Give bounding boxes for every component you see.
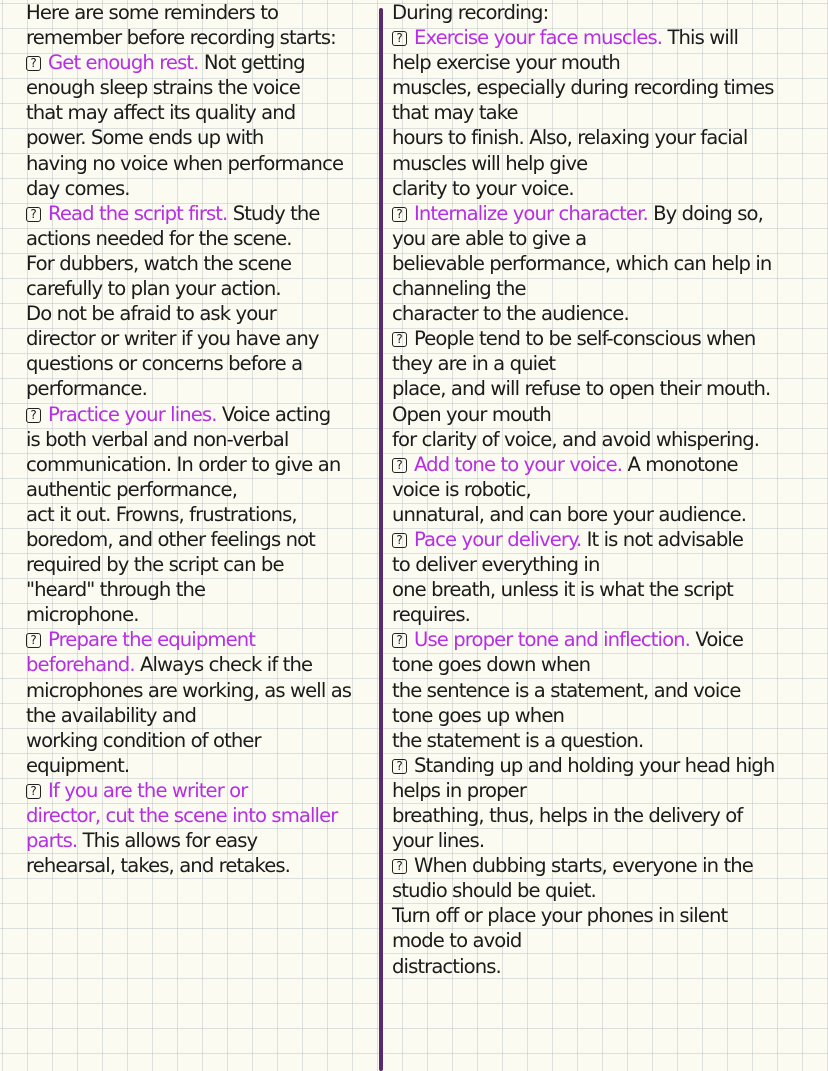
checkbox-icon <box>392 207 407 222</box>
tip-text-line: you are able to give a <box>392 226 587 250</box>
tip-text-line: breathing, thus, helps in the delivery of <box>392 804 743 827</box>
tip-first-line <box>392 627 822 652</box>
tip-text-line: mode to avoid <box>392 929 522 953</box>
tip-text-line: your lines. <box>392 829 485 853</box>
section-heading: During recording: <box>392 1 549 24</box>
tip-text-line: Turn off or place your phones in silent <box>392 904 728 928</box>
tip-text-line: equipment. <box>26 753 130 777</box>
tip-text: It is not advisable <box>581 527 744 551</box>
tip-text-line: to deliver everything in <box>392 553 600 577</box>
checkbox-icon <box>26 408 41 423</box>
tip-text-line: "heard" through the <box>26 578 206 602</box>
tip-text-line: place, and will refuse to open their mouth. <box>392 377 771 401</box>
tip-text-line: that may affect its quality and <box>26 101 296 125</box>
tip-title: Add tone to your voice. <box>414 452 623 476</box>
tip-text-line: believable performance, which can help in <box>392 251 772 275</box>
intro-line: Here are some reminders to <box>26 1 279 24</box>
checkbox-icon <box>392 31 407 46</box>
tip-first-line <box>26 50 372 75</box>
tip-text-line: microphone. <box>26 603 139 627</box>
tip-text-line: studio should be quiet. <box>392 879 596 903</box>
tip-text-line: help exercise your mouth <box>392 51 620 75</box>
tip-text-line: Open your mouth <box>392 402 551 426</box>
tip-first-line <box>26 201 372 226</box>
checkbox-icon <box>392 859 407 874</box>
checkbox-icon <box>392 759 407 774</box>
checkbox-icon <box>392 533 407 548</box>
tip-text: When dubbing starts, everyone in the <box>414 854 753 878</box>
tip-text: Study the <box>227 201 320 225</box>
tip-text-line: enough sleep strains the voice <box>26 76 300 100</box>
tip-text-line: boredom, and other feelings not <box>26 527 315 551</box>
tip-text-line: act it out. Frowns, frustrations, <box>26 502 297 526</box>
right-column <box>392 0 822 979</box>
tip-text-line: tone goes up when <box>392 703 564 727</box>
tip-text-line: having no voice when performance <box>26 151 344 175</box>
intro-line: remember before recording starts: <box>26 26 336 50</box>
tip-first-line <box>392 452 822 477</box>
tip-title: Practice your lines. <box>48 402 217 426</box>
tip-first-line <box>392 326 822 351</box>
tip-text-line: actions needed for the scene. <box>26 226 292 250</box>
tip-text-line: helps in proper <box>392 778 526 802</box>
tip-first-line <box>26 402 372 427</box>
tip-text-line: is both verbal and non-verbal <box>26 427 289 451</box>
tip-text: By doing so, <box>647 201 763 225</box>
tip-text-line: power. Some ends up with <box>26 126 264 150</box>
tip-text-line: the sentence is a statement, and voice <box>392 678 741 702</box>
tip-text-line: authentic performance, <box>26 477 238 501</box>
tip-text: This allows for easy <box>77 829 258 853</box>
tip-text-line: muscles will help give <box>392 151 588 175</box>
tip-text-line: rehearsal, takes, and retakes. <box>26 854 290 878</box>
tip-text-line: hours to finish. Also, relaxing your facial <box>392 126 748 150</box>
tip-text-line: working condition of other <box>26 728 261 752</box>
tip-text-line: character to the audience. <box>392 302 629 326</box>
tip-text-line: voice is robotic, <box>392 477 531 501</box>
tip-text: Voice <box>690 628 743 652</box>
tip-text-line: day comes. <box>26 176 130 200</box>
tip-text-line: requires. <box>392 603 470 627</box>
tip-text: Always check if the <box>134 653 313 677</box>
tip-first-line <box>392 25 822 50</box>
tip-first-line <box>26 627 372 652</box>
tip-first-line <box>392 201 822 226</box>
tip-text-line: For dubbers, watch the scene <box>26 251 292 275</box>
tip-title: Exercise your face muscles. <box>414 26 663 50</box>
tip-text: Not getting <box>198 51 305 75</box>
tip-title: Internalize your character. <box>414 201 648 225</box>
tip-text-line: muscles, especially during recording times <box>392 76 774 100</box>
tip-third-line <box>26 828 372 853</box>
tip-text-line: director or writer if you have any <box>26 327 319 351</box>
tip-text-line: channeling the <box>392 277 526 301</box>
tip-first-line <box>26 778 372 803</box>
tip-text: This will <box>662 26 738 50</box>
tip-text: A monotone <box>622 452 738 476</box>
tip-text-line: that may take <box>392 101 518 125</box>
tip-title: Use proper tone and inflection. <box>414 628 691 652</box>
tip-text-line: questions or concerns before a <box>26 352 303 376</box>
tip-title: Pace your delivery. <box>414 527 582 551</box>
tip-text-line: the statement is a question. <box>392 728 644 752</box>
tip-text-line: clarity to your voice. <box>392 176 574 200</box>
tip-text-line: carefully to plan your action. <box>26 277 281 301</box>
tip-text-line: performance. <box>26 377 147 401</box>
tip-text-line: the availability and <box>26 703 197 727</box>
tip-text-line: required by the script can be <box>26 553 284 577</box>
tip-title: Read the script first. <box>48 201 228 225</box>
tip-text: Voice acting <box>216 402 331 426</box>
tip-title: Prepare the equipment <box>48 628 256 652</box>
tip-text: People tend to be self-conscious when <box>414 327 756 351</box>
tip-text-line: unnatural, and can bore your audience. <box>392 502 747 526</box>
checkbox-icon <box>26 633 41 648</box>
column-divider <box>379 8 383 1071</box>
checkbox-icon <box>26 784 41 799</box>
tip-text-line: for clarity of voice, and avoid whispering. <box>392 427 760 451</box>
tip-text: Standing up and holding your head high <box>414 753 775 777</box>
tip-title: Get enough rest. <box>48 51 199 75</box>
tip-text-line: one breath, unless it is what the script <box>392 578 733 602</box>
tip-text-line: they are in a quiet <box>392 352 556 376</box>
tip-text-line: communication. In order to give an <box>26 452 341 476</box>
tip-title: parts. <box>26 829 78 853</box>
checkbox-icon <box>26 207 41 222</box>
tip-text-line: distractions. <box>392 954 501 978</box>
tip-text-line: tone goes down when <box>392 653 591 677</box>
checkbox-icon <box>392 458 407 473</box>
tip-first-line <box>392 527 822 552</box>
tip-text-line: microphones are working, as well as <box>26 678 352 702</box>
tip-title-line: director, cut the scene into smaller <box>26 804 338 827</box>
left-column <box>26 0 372 878</box>
tip-title: beforehand. <box>26 653 135 677</box>
checkbox-icon <box>392 332 407 347</box>
tip-text-line: Do not be afraid to ask your <box>26 302 276 326</box>
tip-first-line <box>392 753 822 778</box>
tip-first-line <box>392 853 822 878</box>
tip-title: If you are the writer or <box>48 778 248 802</box>
checkbox-icon <box>26 56 41 71</box>
tip-second-line <box>26 652 372 677</box>
checkbox-icon <box>392 633 407 648</box>
